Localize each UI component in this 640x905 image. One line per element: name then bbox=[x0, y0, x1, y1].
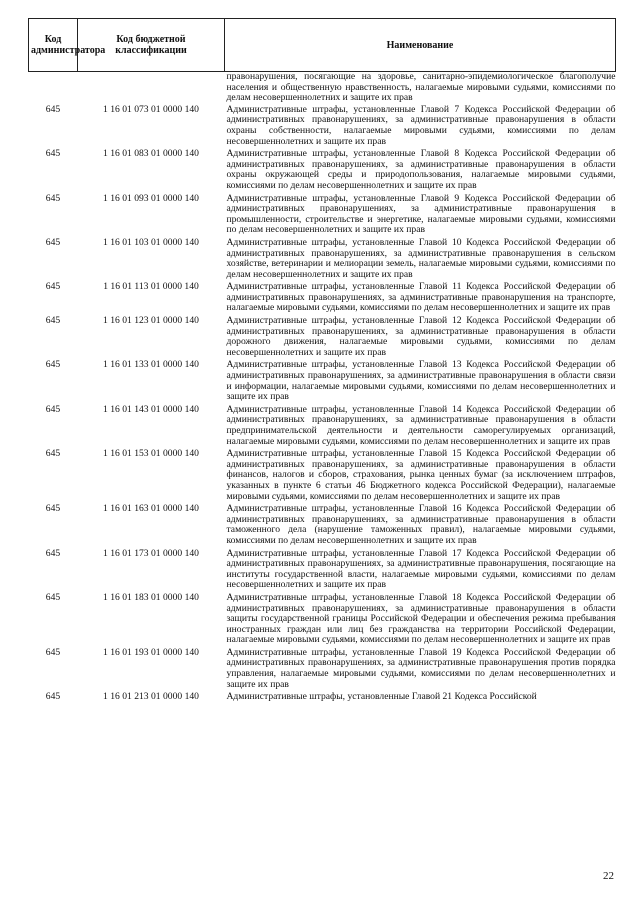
header-name: Наименование bbox=[225, 19, 616, 72]
table-header bbox=[29, 19, 616, 72]
name-cell: Административные штрафы, установленные Главой 13 Кодекса Российской Федерации об административных правонарушениях, за административные правонарушения в области связи и информации, налагаемые мировыми судьями, комиссиями по делам несовершеннолетних и защите их прав bbox=[226, 359, 616, 403]
admin-code-cell: 645 bbox=[45, 148, 61, 160]
name-cell: Административные штрафы, установленные Главой 10 Кодекса Российской Федерации об административных правонарушениях, за административные правонарушения в сельском хозяйстве, ветеринарии и мелиорации земель, налагаемые мировыми судьями, комиссиями по делам несовершеннолетних и защите их прав bbox=[226, 236, 616, 280]
budget-code-cell: 1 16 01 173 01 0000 140 bbox=[103, 547, 199, 559]
table-row bbox=[29, 149, 616, 193]
budget-code-cell: 1 16 01 183 01 0000 140 bbox=[103, 591, 199, 603]
budget-code-cell: 1 16 01 133 01 0000 140 bbox=[103, 359, 199, 371]
table-row bbox=[29, 593, 616, 648]
name-cell: Административные штрафы, установленные Главой 17 Кодекса Российской Федерации об административных правонарушениях, за административные правонарушения, посягающие на институты государственной власти, налагаемые мировыми судьями, комиссиями по делам несовершеннолетних и защите их прав bbox=[226, 547, 616, 591]
admin-code-cell: 645 bbox=[45, 281, 61, 293]
admin-code-cell: 645 bbox=[45, 547, 61, 559]
budget-codes-table bbox=[28, 18, 616, 705]
budget-code-cell: 1 16 01 213 01 0000 140 bbox=[103, 691, 199, 703]
continuation-row bbox=[29, 72, 616, 105]
page-number: 22 bbox=[603, 870, 614, 882]
table-row bbox=[29, 316, 616, 360]
name-cell: Административные штрафы, установленные Главой 7 Кодекса Российской Федерации об административных правонарушениях, за административные правонарушения в области охраны собственности, налагаемые мировыми судьями, комиссиями по делам несовершеннолетних и защите их прав bbox=[226, 103, 616, 147]
budget-code-cell: 1 16 01 073 01 0000 140 bbox=[103, 103, 199, 115]
budget-code-cell: 1 16 01 143 01 0000 140 bbox=[103, 403, 199, 415]
budget-code-cell: 1 16 01 153 01 0000 140 bbox=[103, 448, 199, 460]
table-body bbox=[29, 72, 616, 705]
budget-code-cell: 1 16 01 193 01 0000 140 bbox=[103, 646, 199, 658]
name-cell: Административные штрафы, установленные Главой 19 Кодекса Российской Федерации об административных правонарушениях, за административные правонарушения против порядка управления, налагаемые мировыми судьями, комиссиями по делам несовершеннолетних и защите их прав bbox=[226, 646, 616, 690]
continuation-text: правонарушения, посягающие на здоровье, санитарно-эпидемиологическое благополучие населения и общественную нравственность, налагаемые мировыми судьями, комиссиями по делам несовершеннолетних и защите их прав bbox=[226, 71, 616, 104]
name-cell: Административные штрафы, установленные Главой 12 Кодекса Российской Федерации об административных правонарушениях, за административные правонарушения в области дорожного движения, налагаемые мировыми судьями, комиссиями по делам несовершеннолетних и защите их прав bbox=[226, 315, 616, 358]
table-row bbox=[29, 105, 616, 149]
budget-code-cell: 1 16 01 123 01 0000 140 bbox=[103, 315, 199, 327]
table-row bbox=[29, 282, 616, 316]
table-row bbox=[29, 194, 616, 238]
name-cell: Административные штрафы, установленные Главой 8 Кодекса Российской Федерации об административных правонарушениях, за административные правонарушения в области охраны окружающей среды и природопользования, налагаемые мировыми судьями, комиссиями по делам несовершеннолетних и защите их прав bbox=[226, 148, 616, 191]
budget-code-cell: 1 16 01 083 01 0000 140 bbox=[103, 148, 199, 160]
name-cell: Административные штрафы, установленные Главой 9 Кодекса Российской Федерации об административных правонарушениях, за административные правонарушения в промышленности, строительстве и энергетике, налагаемые мировыми судьями, комиссиями по делам несовершеннолетних и защите их прав bbox=[226, 192, 616, 236]
budget-code-cell: 1 16 01 103 01 0000 140 bbox=[103, 236, 199, 248]
table-row bbox=[29, 648, 616, 692]
admin-code-cell: 645 bbox=[45, 359, 61, 371]
admin-code-cell: 645 bbox=[45, 646, 61, 658]
admin-code-cell: 645 bbox=[45, 503, 61, 515]
table-row bbox=[29, 238, 616, 282]
name-cell: Административные штрафы, установленные Главой 15 Кодекса Российской Федерации об административных правонарушениях, за административные правонарушения в области финансов, налогов и сборов, страхования, рынка ценных бумаг (за исключением штрафов, указанных в пункте 6 статьи 46 Бюджетного кодекса Российской Федерации), налагаемые мировыми судьями, комиссиями по делам несовершеннолетних и защите их прав bbox=[226, 448, 616, 502]
name-cell: Административные штрафы, установленные Главой 18 Кодекса Российской Федерации об административных правонарушениях, за административные правонарушения в области защиты государственной границы Российской Федерации и обеспечения режима пребывания иностранных граждан или лиц без гражданства на территории Российской Федерации, налагаемые мировыми судьями, комиссиями по делам несовершеннолетних и защите их прав bbox=[226, 591, 616, 646]
table-row bbox=[29, 360, 616, 404]
name-cell: Административные штрафы, установленные Главой 16 Кодекса Российской Федерации об административных правонарушениях, за административные правонарушения в области таможенного дела (нарушение таможенных правил), налагаемые мировыми судьями, комиссиями по делам несовершеннолетних и защите их прав bbox=[226, 503, 616, 546]
admin-code-cell: 645 bbox=[45, 315, 61, 327]
name-cell: Административные штрафы, установленные Главой 14 Кодекса Российской Федерации об административных правонарушениях, за административные правонарушения в области предпринимательской деятельности и деятельности саморегулируемых организаций, налагаемые мировыми судьями, комиссиями по делам несовершеннолетних и защите их прав bbox=[226, 403, 616, 447]
document-page bbox=[28, 18, 616, 705]
table-row bbox=[29, 692, 616, 705]
admin-code-cell: 645 bbox=[45, 192, 61, 204]
header-admin-code: Код администратора bbox=[29, 19, 78, 72]
budget-code-cell: 1 16 01 093 01 0000 140 bbox=[103, 192, 199, 204]
name-cell: Административные штрафы, установленные Главой 11 Кодекса Российской Федерации об административных правонарушениях, за административные правонарушения на транспорте, налагаемые мировыми судьями, комиссиями по делам несовершеннолетних и защите их прав bbox=[226, 281, 616, 314]
budget-code-cell: 1 16 01 163 01 0000 140 bbox=[103, 503, 199, 515]
admin-code-cell: 645 bbox=[45, 103, 61, 115]
table-row bbox=[29, 405, 616, 449]
header-budget-code: Код бюджетной классификации bbox=[78, 19, 225, 72]
admin-code-cell: 645 bbox=[45, 403, 61, 415]
admin-code-cell: 645 bbox=[45, 691, 61, 703]
table-row bbox=[29, 504, 616, 548]
name-cell: Административные штрафы, установленные Главой 21 Кодекса Российской bbox=[226, 691, 537, 703]
budget-code-cell: 1 16 01 113 01 0000 140 bbox=[103, 281, 199, 293]
table-row bbox=[29, 449, 616, 504]
admin-code-cell: 645 bbox=[45, 591, 61, 603]
table-row bbox=[29, 549, 616, 593]
admin-code-cell: 645 bbox=[45, 236, 61, 248]
admin-code-cell: 645 bbox=[45, 448, 61, 460]
